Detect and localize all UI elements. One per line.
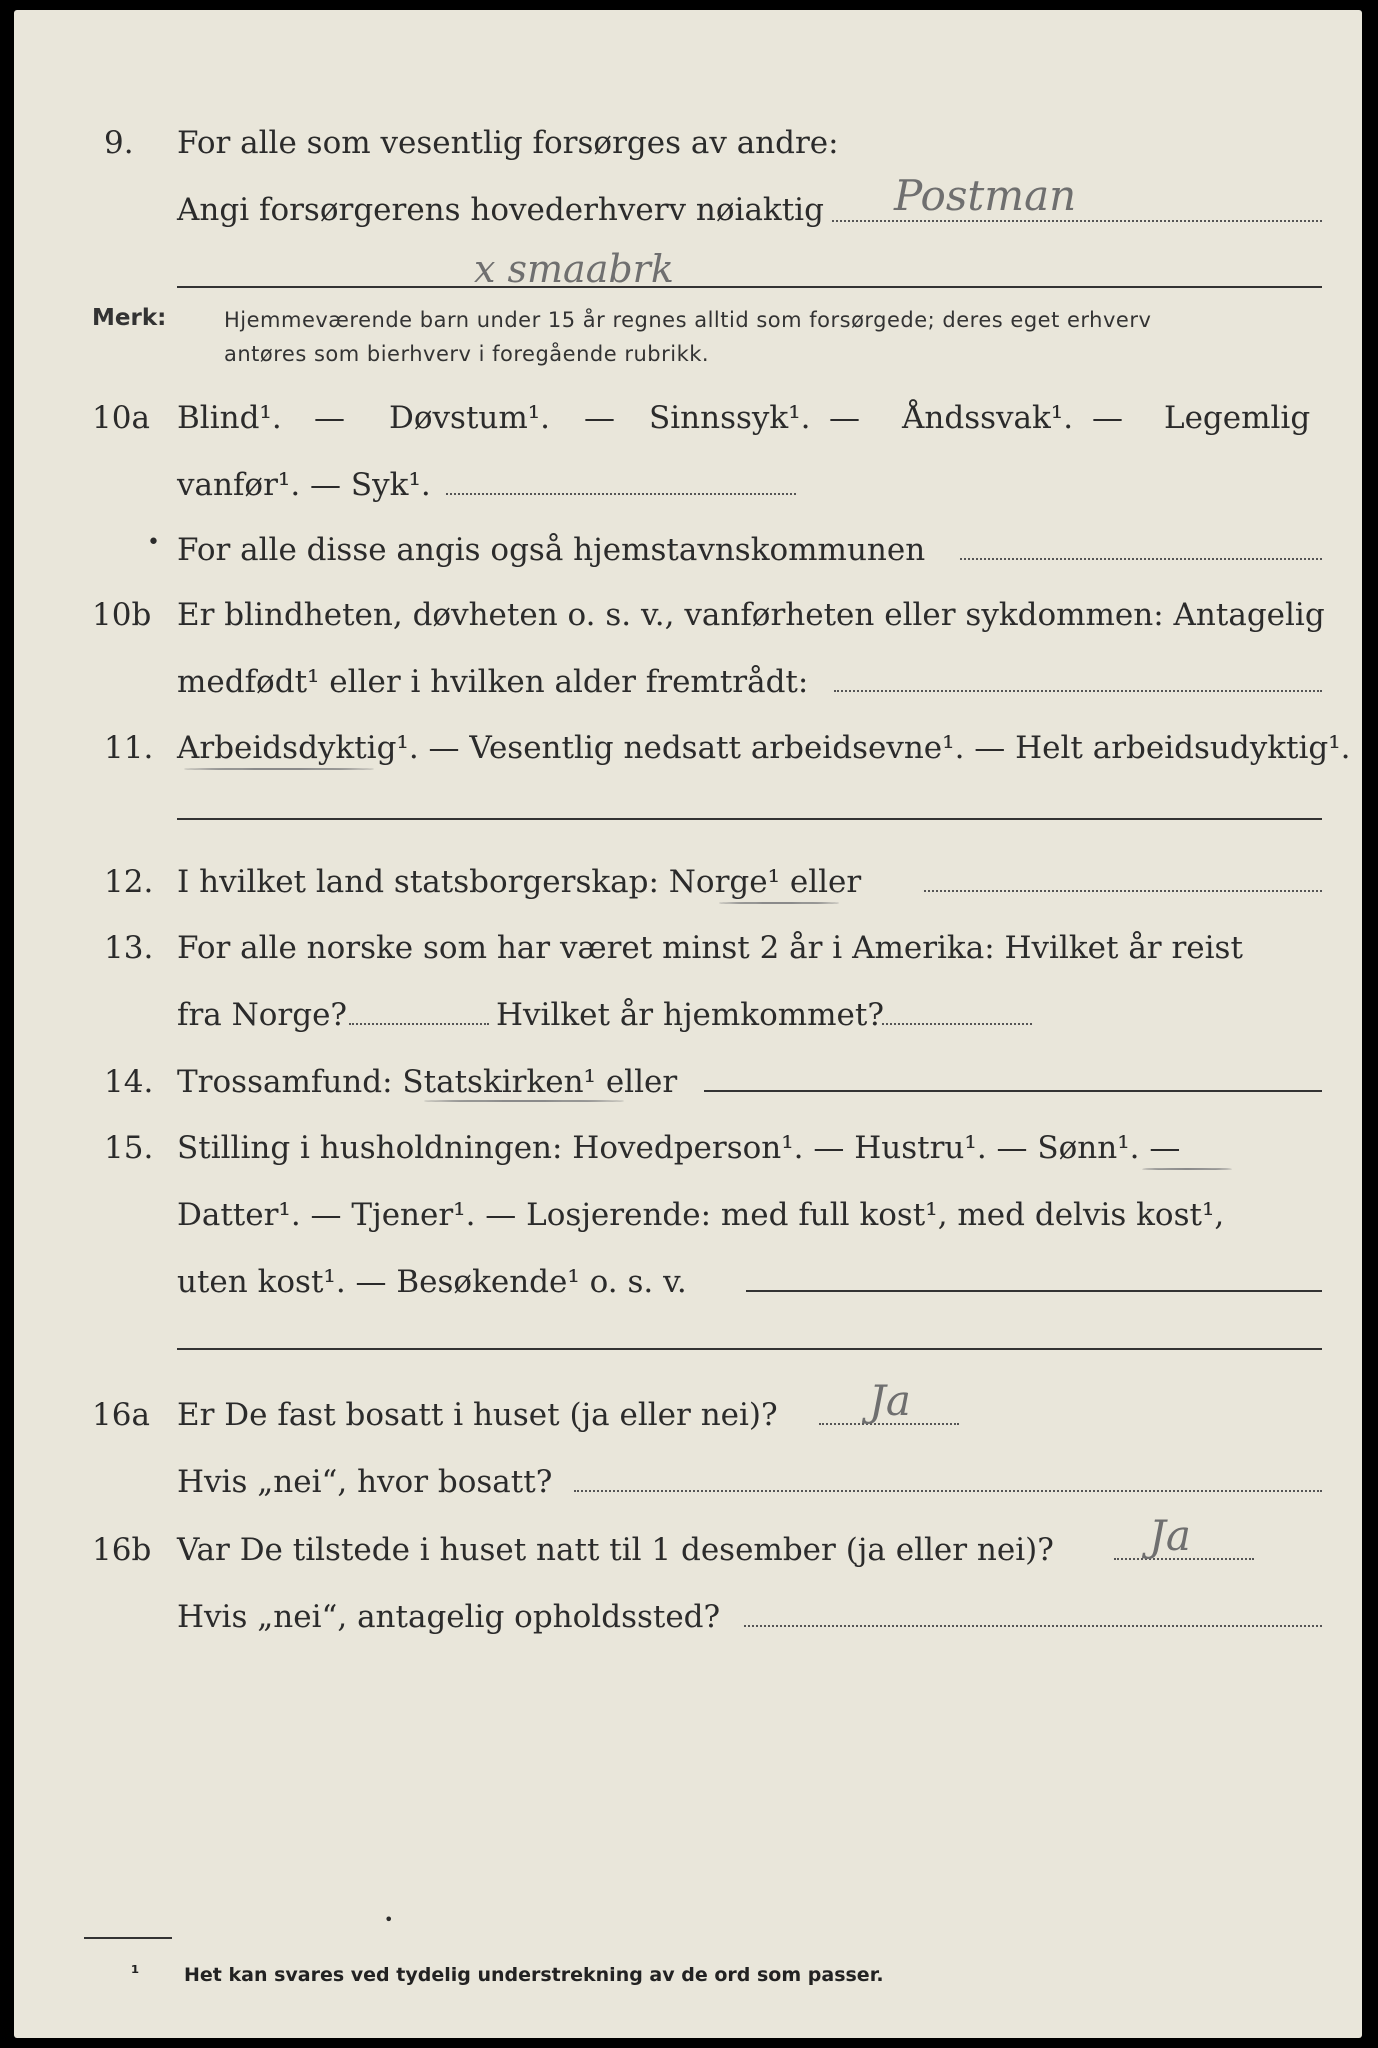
footnote-rule: [84, 1937, 172, 1939]
q9-line1: For alle som vesentlig forsørges av andre:: [177, 125, 839, 161]
q11-line1: Arbeidsdyktig¹. — Vesentlig nedsatt arbeidsevne¹. — Helt arbeidsudyktig¹.: [177, 730, 1351, 766]
q16a-bosatt-answer-line[interactable]: [574, 1490, 1322, 1492]
q10a-number: 10a: [92, 400, 150, 436]
q14-pencil-underline: [424, 1100, 624, 1102]
q15-line3: uten kost¹. — Besøkende¹ o. s. v.: [177, 1264, 687, 1300]
q9-handwriting-2: x smaabrk: [474, 247, 674, 291]
q13-reist-answer-line[interactable]: [349, 1023, 489, 1025]
q9-number: 9.: [104, 125, 134, 161]
q15-extra-line[interactable]: [177, 1348, 1322, 1350]
q14-answer-line[interactable]: [704, 1090, 1322, 1092]
q10a-blind: Blind¹.: [177, 400, 282, 436]
q10a-dash-1: —: [314, 400, 345, 436]
q16b-handwriting: Ja: [1149, 1511, 1191, 1560]
q9-answer-line[interactable]: [832, 220, 1322, 222]
q16b-line1: Var De tilstede i huset natt til 1 desember (ja eller nei)?: [177, 1532, 1054, 1568]
q16b-opholdssted-answer-line[interactable]: [744, 1625, 1322, 1627]
q15-pencil-underline: [1142, 1168, 1232, 1170]
q16b-number: 16b: [92, 1532, 152, 1568]
q11-pencil-underline: [184, 768, 374, 770]
footnote-text: Het kan svares ved tydelig understrekning av de ord som passer.: [184, 1964, 884, 1986]
q10b-number: 10b: [92, 597, 152, 633]
q10a-dash-4: —: [1092, 400, 1123, 436]
q9-line2: Angi forsørgerens hovederhverv nøiaktig: [177, 192, 824, 228]
q15-line2: Datter¹. — Tjener¹. — Losjerende: med full kost¹, med delvis kost¹,: [177, 1197, 1225, 1233]
q11-number: 11.: [104, 730, 154, 766]
q13-hjemkommet-answer-line[interactable]: [882, 1023, 1032, 1025]
q9-extra-line[interactable]: [177, 286, 1322, 288]
q15-line1: Stilling i husholdningen: Hovedperson¹. — Hustru¹. — Sønn¹. —: [177, 1130, 1181, 1166]
q10a-legemlig: Legemlig: [1164, 400, 1311, 436]
q16a-handwriting: Ja: [869, 1376, 911, 1425]
q13-line2a: fra Norge?: [177, 997, 348, 1033]
q16b-line2: Hvis „nei“, antagelig opholdssted?: [177, 1599, 721, 1635]
q10a-andssvak: Åndssvak¹.: [902, 400, 1074, 436]
q16a-line2: Hvis „nei“, hvor bosatt?: [177, 1464, 553, 1500]
footnote-asterisk: •: [384, 1910, 394, 1929]
q15-answer-line[interactable]: [746, 1290, 1322, 1292]
q12-pencil-underline: [719, 902, 839, 904]
q10a-dash-3: —: [829, 400, 860, 436]
q13-line1: For alle norske som har været minst 2 år i Amerika: Hvilket år reist: [177, 930, 1243, 966]
q10a-dovstum: Døvstum¹.: [389, 400, 551, 436]
q10a-answer-line[interactable]: [446, 493, 796, 495]
census-form-page: [14, 10, 1362, 2038]
q10a-hjemstavn-line[interactable]: [960, 558, 1322, 560]
q9-handwriting-1: Postman: [894, 171, 1077, 220]
q11-answer-line[interactable]: [177, 818, 1322, 820]
q10b-line1: Er blindheten, døvheten o. s. v., vanførheten eller sykdommen: Antagelig: [177, 597, 1325, 633]
q12-answer-line[interactable]: [924, 890, 1322, 892]
q13-line2b: Hvilket år hjemkommet?: [496, 997, 884, 1033]
q10b-answer-line[interactable]: [834, 690, 1322, 692]
q10a-dash-2: —: [584, 400, 615, 436]
q10a-bullet-mark: •: [147, 530, 160, 555]
q14-number: 14.: [104, 1064, 154, 1100]
merk-label: Merk:: [92, 305, 167, 331]
merk-text-2: antøres som bierhverv i foregående rubrikk.: [224, 342, 710, 366]
q15-number: 15.: [104, 1130, 154, 1166]
q10a-line3: For alle disse angis også hjemstavnskommunen: [177, 532, 926, 568]
q13-number: 13.: [104, 930, 154, 966]
footnote-mark: ¹: [131, 1962, 140, 1984]
merk-text-1: Hjemmeværende barn under 15 år regnes alltid som forsørgede; deres eget erhverv: [224, 308, 1152, 332]
q10b-line2: medfødt¹ eller i hvilken alder fremtrådt:: [177, 664, 809, 700]
q10a-line2: vanfør¹. — Syk¹.: [177, 467, 431, 503]
q12-number: 12.: [104, 864, 154, 900]
q10a-sinnssyk: Sinnssyk¹.: [649, 400, 811, 436]
q16a-line1: Er De fast bosatt i huset (ja eller nei)?: [177, 1397, 778, 1433]
q14-line1: Trossamfund: Statskirken¹ eller: [177, 1064, 678, 1100]
q16a-number: 16a: [92, 1397, 150, 1433]
q12-line1: I hvilket land statsborgerskap: Norge¹ eller: [177, 864, 862, 900]
